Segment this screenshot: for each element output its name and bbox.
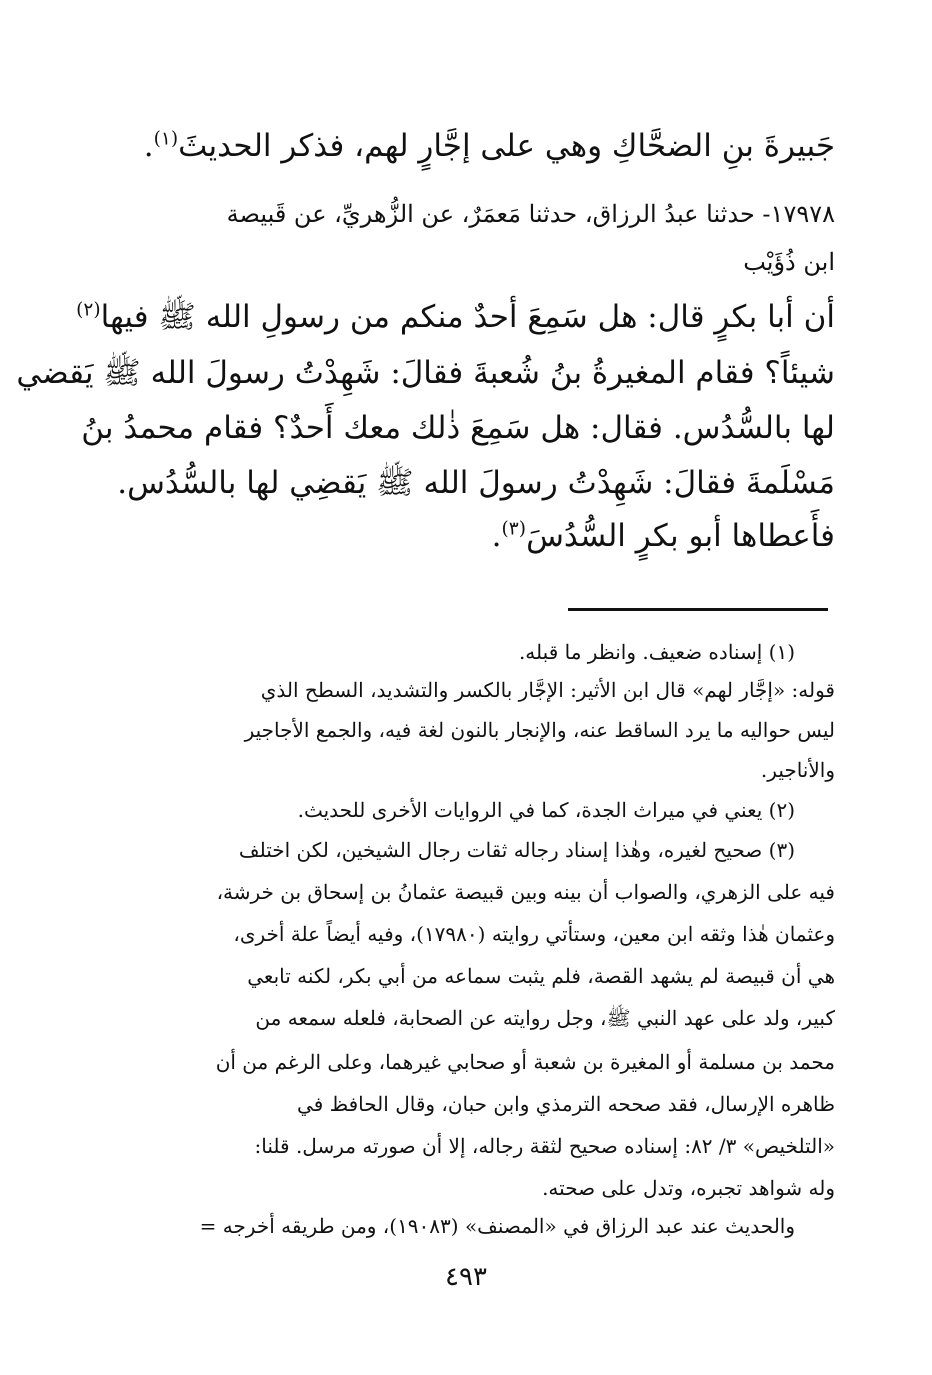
page-number: ٤٩٣ [445,1262,487,1292]
footnote-line: والأناجير. [760,758,835,782]
text-segment: ابن ذُؤَيْب [743,248,835,276]
footnote-line: وله شواهد تجبره، وتدل على صحته. [542,1176,835,1200]
footnote-line: قوله: «إجَّار لهم» قال ابن الأثير: الإجَّار بالكسر والتشديد، السطح الذي [260,678,835,702]
footnote-line: محمد بن مسلمة أو المغيرة بن شعبة أو صحابي غيرهما، وعلى الرغم من أن [215,1050,835,1074]
text-line: جَبيرةَ بنِ الضحَّاكِ وهي على إجَّارٍ لهم، فذكر الحديثَ$^{(١)}$. [143,128,835,164]
footnote-line: وعثمان هٰذا وثقه ابن معين، وستأتي روايته (١٧٩٨٠)، وفيه أيضاً علة أخرى، [233,922,835,946]
footnote-line: (٢) يعني في ميراث الجدة، كما في الروايات الأخرى للحديث. [297,798,795,822]
text-segment: أن أبا بكرٍ قال: هل سَمِعَ أحدٌ منكم من رسولِ الله ﷺ فيها [100,299,835,335]
text-line: فأَعطاها أبو بكرٍ السُّدُسَ$^{(٣)}$. [491,518,835,554]
footnote-ref: (٣) [501,518,527,540]
footnote-line: هي أن قبيصة لم يشهد القصة، فلم يثبت سماعه من أبي بكر، لكنه تابعي [247,964,835,988]
text-segment: لها بالسُّدُس. فقال: هل سَمِعَ ذٰلك معك أَحدٌ؟ فقام محمدُ بنُ [81,410,835,446]
footnote-ref: (٢) [76,299,101,321]
footnote-line: (٣) صحيح لغيره، وهٰذا إسناد رجاله ثقات رجال الشيخين، لكن اختلف [238,838,795,862]
text-segment: فأَعطاها أبو بكرٍ السُّدُسَ [526,518,835,554]
footnote-line: ظاهره الإرسال، فقد صححه الترمذي وابن حبان، وقال الحافظ في [297,1092,835,1116]
text-segment: مَسْلَمةَ فقالَ: شَهِدْتُ رسولَ الله ﷺ يَقضِي لها بالسُّدُس. [117,465,835,501]
footnote-line: (١) إسناده ضعيف. وانظر ما قبله. [518,640,795,664]
footnotes [125,0,835,1250]
text-segment: شيئاً؟ فقام المغيرةُ بنُ شُعبةَ فقالَ: شَهِدْتُ رسولَ الله ﷺ يَقضي [16,355,835,391]
text-segment: ١٧٩٧٨- حدثنا عبدُ الرزاق، حدثنا مَعمَرٌ، عن الزُّهريِّ، عن قَبيصة [226,200,835,228]
footnote-line: فيه على الزهري، والصواب أن بينه وبين قبيصة عثمانُ بن إسحاق بن خرشة، [216,880,835,904]
footnote-line: «التلخيص» ٣/ ٨٢: إسناده صحيح لثقة رجاله، إلا أن صورته مرسل. قلنا: [254,1134,835,1158]
text-segment: جَبيرةَ بنِ الضحَّاكِ وهي على إجَّارٍ لهم، فذكر الحديثَ [178,128,835,164]
footnote-line: كبير، ولد على عهد النبي ﷺ، وجل روايته عن الصحابة، فلعله سمعه من [255,1006,835,1030]
footnote-line: ليس حواليه ما يرد الساقط عنه، والإنجار بالنون لغة فيه، والجمع الأجاجير [244,718,835,742]
footnote-line: والحديث عند عبد الرزاق في «المصنف» (١٩٠٨٣)، ومن طريقه أخرجه = [199,1214,795,1238]
footnote-ref: (١) [153,128,179,150]
